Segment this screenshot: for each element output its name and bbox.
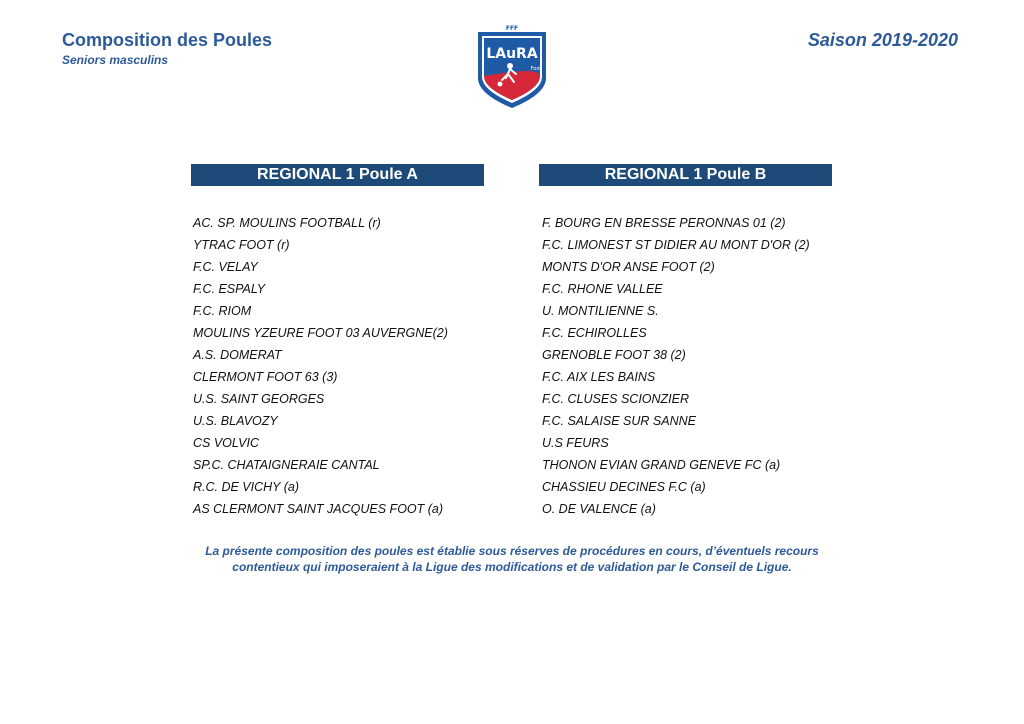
legal-notice: La présente composition des poules est établie sous réserves de procédures en cours, d’éventuels recours contentieux qui imposeraient à la Ligue des modifications et de validation par le Conseil de Ligue.: [205, 544, 819, 574]
team-item: YTRAC FOOT (r): [193, 238, 290, 252]
team-item: AS CLERMONT SAINT JACQUES FOOT (a): [193, 502, 444, 516]
team-item: F. BOURG EN BRESSE PERONNAS 01 (2): [542, 216, 786, 230]
team-item: F.C. RHONE VALLEE: [542, 282, 663, 296]
team-item: F.C. LIMONEST ST DIDIER AU MONT D'OR (2): [542, 238, 810, 252]
svg-text:FFF: FFF: [505, 25, 519, 32]
team-item: AC. SP. MOULINS FOOTBALL (r): [193, 216, 381, 230]
poule-b-team-list: [542, 212, 810, 520]
team-item: F.C. AIX LES BAINS: [542, 370, 656, 384]
team-item: U.S. SAINT GEORGES: [193, 392, 325, 406]
team-item: U.S FEURS: [542, 436, 609, 450]
team-item: O. DE VALENCE (a): [542, 502, 656, 516]
team-item: A.S. DOMERAT: [193, 348, 282, 362]
team-item: MONTS D'OR ANSE FOOT (2): [542, 260, 715, 274]
team-item: R.C. DE VICHY (a): [193, 480, 300, 494]
team-item: F.C. RIOM: [193, 304, 252, 318]
team-item: F.C. SALAISE SUR SANNE: [542, 414, 696, 428]
document-title: Composition des Poules: [62, 30, 273, 50]
laura-foot-logo: [470, 22, 554, 110]
team-item: F.C. ESPALY: [193, 282, 266, 296]
team-item: CLERMONT FOOT 63 (3): [193, 370, 338, 384]
poule-b-header: REGIONAL 1 Poule B: [539, 164, 832, 186]
team-item: F.C. ECHIROLLES: [542, 326, 647, 340]
team-item: GRENOBLE FOOT 38 (2): [542, 348, 686, 362]
team-item: MOULINS YZEURE FOOT 03 AUVERGNE(2): [193, 326, 448, 340]
document-subtitle: Seniors masculins: [62, 53, 169, 67]
team-item: F.C. VELAY: [193, 260, 258, 274]
poule-a-team-list: [193, 212, 448, 520]
team-item: F.C. CLUSES SCIONZIER: [542, 392, 690, 406]
team-item: SP.C. CHATAIGNERAIE CANTAL: [193, 458, 380, 472]
svg-text:LAuRA: LAuRA: [486, 46, 538, 62]
team-item: U. MONTILIENNE S.: [542, 304, 659, 318]
team-item: CS VOLVIC: [193, 436, 259, 450]
svg-text:Foot: Foot: [530, 66, 542, 72]
team-item: CHASSIEU DECINES F.C (a): [542, 480, 706, 494]
team-item: THONON EVIAN GRAND GENEVE FC (a): [542, 458, 781, 472]
team-item: U.S. BLAVOZY: [193, 414, 278, 428]
poule-a-header: REGIONAL 1 Poule A: [191, 164, 484, 186]
season-label: Saison 2019-2020: [807, 30, 958, 50]
